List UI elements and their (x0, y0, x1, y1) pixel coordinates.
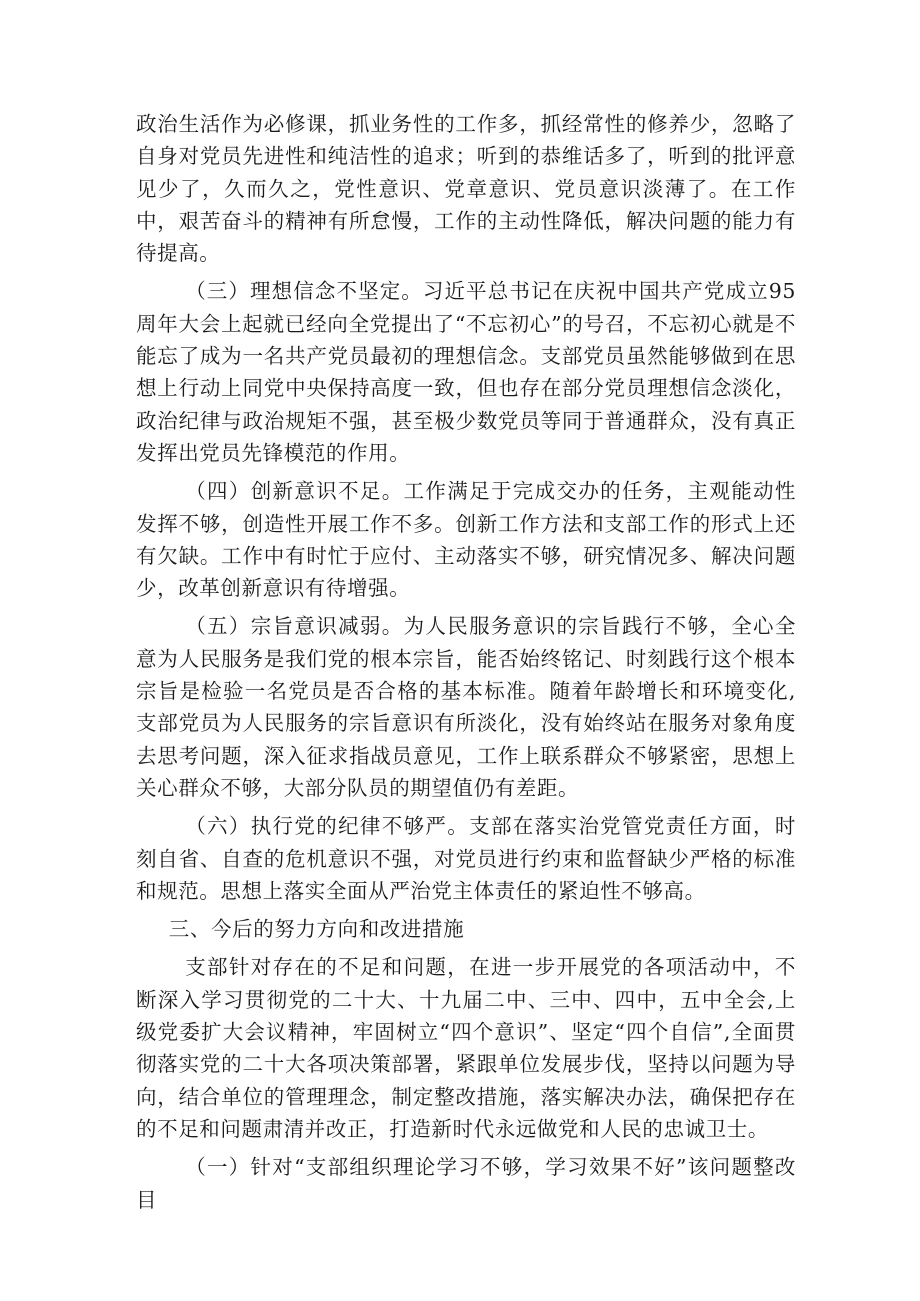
paragraph-ideals-faith: （三）理想信念不坚定。习近平总书记在庆祝中国共产党成立95周年大会上起就已经向全党提出了“不忘初心”的号召，不忘初心就是不能忘了成为一名共产党员最初的理想信念。支部党员虽然能够做到在思想上行动上同党中央保持高度一致，但也存在部分党员理想信念淡化，政治纪律与政治规矩不强，甚至极少数党员等同于普通群众，没有真正发挥出党员先锋模范的作用。 (136, 279, 796, 465)
paragraph-continuation: 政治生活作为必修课，抓业务性的工作多，抓经常性的修养少，忽略了自身对党员先进性和纯洁性的追求；听到的恭维话多了，听到的批评意见少了，久而久之，党性意识、党章意识、党员意识淡薄了。在工作中，艰苦奋斗的精神有所怠慢，工作的主动性降低，解决问题的能力有待提高。 (136, 112, 796, 266)
paragraph-purpose-awareness: （五）宗旨意识减弱。为人民服务意识的宗旨践行不够，全心全意为人民服务是我们党的根本宗旨，能否始终铭记、时刻践行这个根本宗旨是检验一名党员是否合格的基本标准。随着年龄增长和环境变化,支部党员为人民服务的宗旨意识有所淡化，没有始终站在服务对象角度去思考问题，深入征求指战员意见，工作上联系群众不够紧密，思想上关心群众不够，大部分队员的期望值仍有差距。 (136, 614, 796, 800)
paragraph-first-measure: （一）针对“支部组织理论学习不够，学习效果不好”该问题整改目 (136, 1155, 796, 1212)
document-body (136, 108, 796, 1222)
section-heading: 三、今后的努力方向和改进措施 (168, 917, 465, 942)
paragraph-improvement-measures: 支部针对存在的不足和问题，在进一步开展党的各项活动中，不断深入学习贯彻党的二十大、十九届二中、三中、四中，五中全会,上级党委扩大会议精神，牢固树立“四个意识”、坚定“四个自信”,全面贯彻落实党的二十大各项决策部署，紧跟单位发展步伐，坚持以问题为导向，结合单位的管理理念，制定整改措施，落实解决办法，确保把存在的不足和问题肃清并改正，打造新时代永远做党和人民的忠诚卫士。 (136, 955, 796, 1141)
paragraph-innovation: （四）创新意识不足。工作满足于完成交办的任务，主观能动性发挥不够，创造性开展工作不多。创新工作方法和支部工作的形式上还有欠缺。工作中有时忙于应付、主动落实不够，研究情况多、解决问题少，改革创新意识有待增强。 (136, 479, 796, 601)
paragraph-party-discipline: （六）执行党的纪律不够严。支部在落实治党管党责任方面，时刻自省、自查的危机意识不强，对党员进行约束和监督缺少严格的标准和规范。思想上落实全面从严治党主体责任的紧迫性不够高。 (136, 814, 796, 903)
